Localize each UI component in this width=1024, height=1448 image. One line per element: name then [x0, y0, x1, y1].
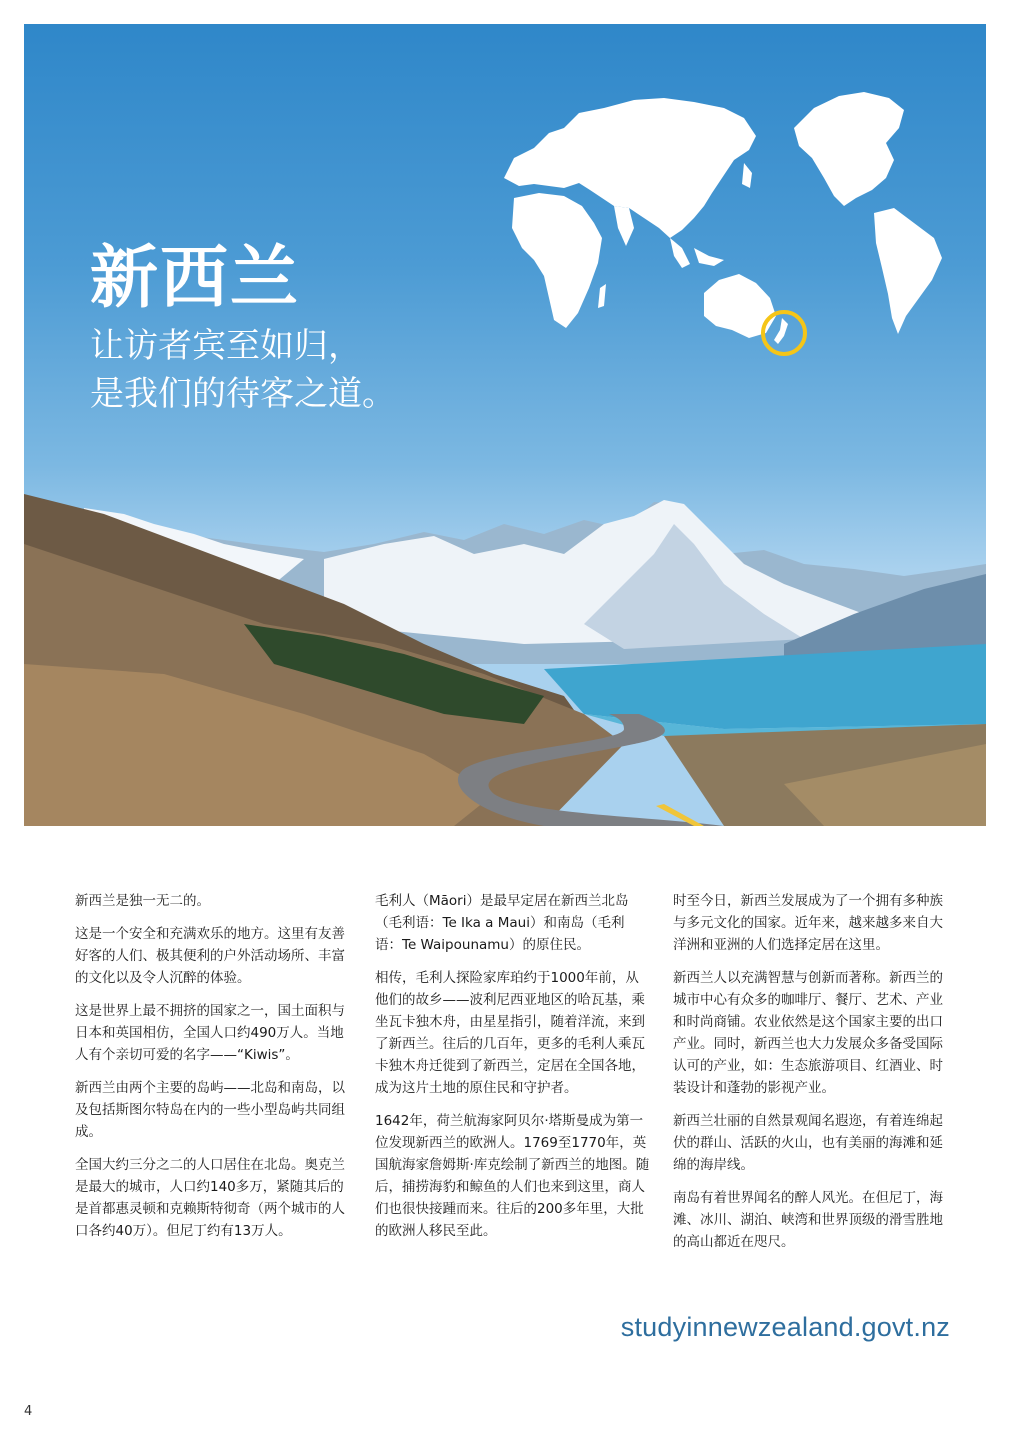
north-america-shape: [794, 92, 904, 206]
column-2: [375, 890, 651, 1253]
paragraph: 时至今日，新西兰发展成为了一个拥有多种族与多元文化的国家。近年来，越来越多来自大洋洲和亚洲的人们选择定居在这里。: [673, 893, 943, 953]
paragraph: 毛利人（Māori）是最早定居在新西兰北岛（毛利语：Te Ika a Maui）和南岛（毛利语：Te Waipounamu）的原住民。: [375, 893, 629, 953]
paragraph: 新西兰壮丽的自然景观闻名遐迩，有着连绵起伏的群山、活跃的火山，也有美丽的海滩和延绵的海岸线。: [673, 1113, 943, 1173]
new-zealand-shape: [774, 318, 788, 344]
paragraph: 全国大约三分之二的人口居住在北岛。奥克兰是最大的城市，人口约140多万，紧随其后的是首都惠灵顿和克赖斯特彻奇（两个城市的人口各约40万）。但尼丁约有13万人。: [75, 1157, 345, 1239]
page-number: 4: [24, 1404, 33, 1419]
paragraph: 新西兰是独一无二的。: [75, 893, 210, 909]
paragraph: 新西兰人以充满智慧与创新而著称。新西兰的城市中心有众多的咖啡厅、餐厅、艺术、产业和时尚商铺。农业依然是这个国家主要的出口产业。同时，新西兰也大力发展众多备受国际认可的产业，如：生态旅游项目、红酒业、时装设计和蓬勃的影视产业。: [673, 970, 943, 1096]
tagline: [90, 322, 396, 418]
paragraph: 这是世界上最不拥挤的国家之一，国土面积与日本和英国相仿，全国人口约490万人。当地人有个亲切可爱的名字——“Kiwis”。: [75, 1003, 345, 1063]
website-link[interactable]: studyinnewzealand.govt.nz: [620, 1312, 950, 1342]
column-1: [75, 890, 351, 1253]
paragraph: 南岛有着世界闻名的醉人风光。在但尼丁，海滩、冰川、湖泊、峡湾和世界顶级的滑雪胜地的高山都近在咫尺。: [673, 1190, 943, 1250]
south-america-shape: [874, 208, 942, 334]
world-map: [494, 88, 964, 358]
column-3: [673, 890, 949, 1264]
africa-shape: [512, 193, 602, 328]
paragraph: 新西兰由两个主要的岛屿——北岛和南岛，以及包括斯图尔特岛在内的一些小型岛屿共同组成。: [75, 1080, 345, 1140]
paragraph: 1642年，荷兰航海家阿贝尔·塔斯曼成为第一位发现新西兰的欧洲人。1769至1770年，英国航海家詹姆斯·库克绘制了新西兰的地图。随后，捕捞海豹和鲸鱼的人们也来到这里，商人们也很快接踵而来。往后的200多年里，大批的欧洲人移民至此。: [375, 1113, 650, 1239]
hero-image: [24, 24, 986, 826]
page-title: 新西兰: [90, 239, 301, 318]
paragraph: 这是一个安全和充满欢乐的地方。这里有友善好客的人们、极其便利的户外活动场所、丰富的文化以及令人沉醉的体验。: [75, 926, 345, 986]
tagline-line-1: 让访者宾至如归，: [90, 326, 362, 366]
tagline-line-2: 是我们的待客之道。: [90, 374, 396, 414]
paragraph: 相传，毛利人探险家库珀约于1000年前，从他们的故乡——波利尼西亚地区的哈瓦基，乘坐瓦卡独木舟，由星星指引，随着洋流，来到了新西兰。往后的几百年，更多的毛利人乘瓦卡独木舟迁徙到了新西兰，定居在全国各地，成为这片土地的原住民和守护者。: [375, 970, 645, 1096]
